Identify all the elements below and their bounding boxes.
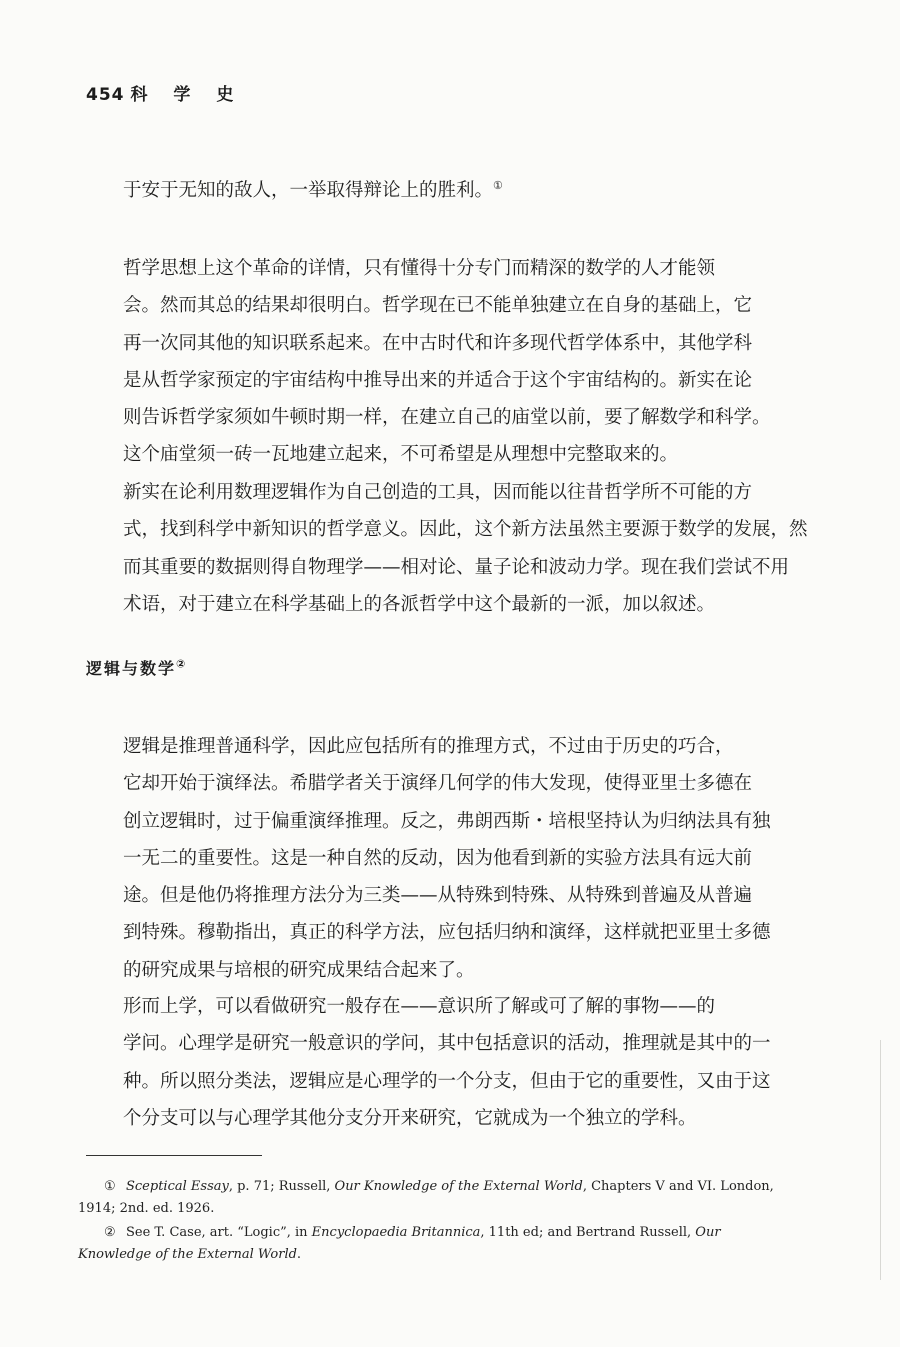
book-title: 科 学 史 [130,85,244,105]
text-line: 再一次同其他的知识联系起来。在中古时代和许多现代哲学体系中，其他学科 [123,332,753,354]
text-line: 个分支可以与心理学其他分支分开来研究，它就成为一个独立的学科。 [123,1107,697,1129]
footnote-1 [78,1176,808,1220]
text-line: 到特殊。穆勒指出，真正的科学方法，应包括归纳和演绎，这样就把亚里士多德 [123,922,771,944]
footnote-ref-1[interactable]: ① [493,178,503,192]
paragraph-1 [86,250,808,474]
footnote-text: . [296,1247,302,1262]
text-line: 会。然而其总的结果却很明白。哲学现在已不能单独建立在自身的基础上，它 [123,295,753,317]
text-line: 这个庙堂须一砖一瓦地建立起来，不可希望是从理想中完整取来的。 [123,444,679,466]
footnote-title: Sceptical Essay [126,1179,229,1194]
footnote-ref-2[interactable]: ② [176,657,188,671]
footnote-text: , 11th ed; and Bertrand Russell, [480,1225,696,1240]
text-line: 种。所以照分类法，逻辑应是心理学的一个分支，但由于它的重要性，又由于这 [123,1070,771,1092]
paragraph-4 [86,988,808,1137]
footnote-text: , Chapters V and VI. London, [582,1179,774,1194]
footnote-number: ① [104,1179,116,1194]
text-line: 哲学思想上这个革命的详情，只有懂得十分专门而精深的数学的人才能领 [123,258,716,279]
section-heading [86,656,187,679]
text-line: 新实在论利用数理逻辑作为自己创造的工具，因而能以往昔哲学所不可能的方 [123,482,753,503]
footnote-text: 1914; 2nd. ed. 1926. [78,1201,215,1216]
text-line: 学问。心理学是研究一般意识的学问，其中包括意识的活动，推理就是其中的一 [123,1033,771,1055]
continuation-text: 于安于无知的敌人，一举取得辩论上的胜利。 [123,180,494,201]
footnote-2 [78,1222,808,1266]
page-number: 454 [86,85,125,105]
continuation-line [86,172,808,209]
footnote-title: Encyclopaedia Britannica [311,1225,481,1240]
footnote-text: See T. Case, art. “Logic”, in [126,1225,312,1240]
text-line: 是从哲学家预定的宇宙结构中推导出来的并适合于这个宇宙结构的。新实在论 [123,369,753,391]
text-line: 而其重要的数据则得自物理学——相对论、量子论和波动力学。现在我们尝试不用 [123,556,790,578]
page-edge-shadow [880,1040,881,1280]
footnote-title: Knowledge of the External World [78,1247,297,1262]
text-line: 逻辑是推理普通科学，因此应包括所有的推理方式，不过由于历史的巧合， [123,736,734,757]
footnote-divider [86,1155,262,1156]
footnote-title: Our Knowledge of the External World [334,1179,583,1194]
running-head [86,80,243,105]
text-line: 则告诉哲学家须如牛顿时期一样，在建立自己的庙堂以前，要了解数学和科学。 [123,407,771,429]
text-line: 创立逻辑时，过于偏重演绎推理。反之，弗朗西斯・培根坚持认为归纳法具有独 [123,810,771,832]
text-line: 术语，对于建立在科学基础上的各派哲学中这个最新的一派，加以叙述。 [123,593,716,615]
text-line: 式，找到科学中新知识的哲学意义。因此，这个新方法虽然主要源于数学的发展，然 [123,519,808,541]
text-line: 它却开始于演绎法。希腊学者关于演绎几何学的伟大发现，使得亚里士多德在 [123,773,753,795]
text-line: 的研究成果与培根的研究成果结合起来了。 [123,959,475,981]
text-line: 途。但是他仍将推理方法分为三类——从特殊到特殊、从特殊到普遍及从普遍 [123,885,753,907]
footnote-text: , p. 71; Russell, [228,1179,335,1194]
paragraph-2 [86,474,808,623]
paragraph-3 [86,728,808,989]
footnote-title: Our [695,1225,721,1240]
text-line: 形而上学，可以看做研究一般存在——意识所了解或可了解的事物——的 [123,996,716,1017]
text-line: 一无二的重要性。这是一种自然的反动，因为他看到新的实验方法具有远大前 [123,847,753,869]
section-title: 逻辑与数学 [86,659,177,678]
footnote-number: ② [104,1225,116,1240]
